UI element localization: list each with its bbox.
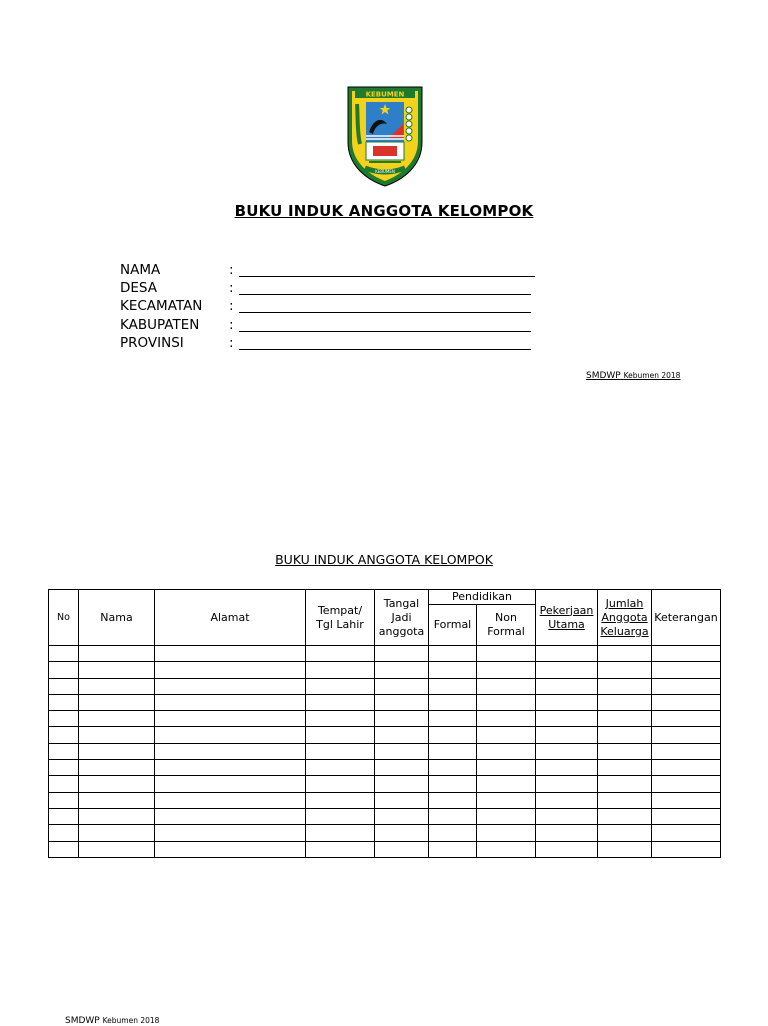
table-cell [652,792,721,808]
table-cell [155,694,306,710]
table-cell [155,743,306,759]
table-cell [477,841,536,857]
table-cell [155,825,306,841]
table-cell [375,841,429,857]
table-cell [79,646,155,662]
form-label-desa: DESA [120,280,157,296]
table-cell [477,776,536,792]
header-pendidikan: Pendidikan [429,590,536,605]
document-title: BUKU INDUK ANGGOTA KELOMPOK [234,202,534,220]
table-cell [536,760,598,776]
table-cell [429,727,477,743]
table-cell [375,776,429,792]
table-cell [49,776,79,792]
table-cell [536,776,598,792]
table-cell [477,646,536,662]
nama-blank-line [239,276,535,277]
table-cell [652,808,721,824]
table-cell [375,662,429,678]
members-table [48,589,721,858]
table-cell [155,711,306,727]
table-cell [79,841,155,857]
table-cell [598,662,652,678]
table-cell [306,776,375,792]
table-cell [306,792,375,808]
header-tanggal-jadi-anggota: Tangal Jadi anggota [375,590,429,646]
table-cell [155,662,306,678]
table-cell [79,760,155,776]
form-label-kabupaten: KABUPATEN [120,317,200,333]
table-cell [652,760,721,776]
table-cell [429,646,477,662]
table-cell [536,825,598,841]
table-cell [652,743,721,759]
footer-place-year: Kebumen 2018 [623,371,681,380]
table-row [49,776,721,792]
table-cell [79,727,155,743]
table-cell [598,646,652,662]
table-cell [49,646,79,662]
table-cell [429,776,477,792]
kebumen-coat-of-arms-logo [345,84,425,188]
table-cell [652,825,721,841]
header-no: No [49,590,79,646]
table-cell [598,711,652,727]
form-label-provinsi: PROVINSI [120,335,184,351]
table-cell [375,727,429,743]
table-cell [598,694,652,710]
table-cell [477,760,536,776]
footer-credit-bottom [65,1016,159,1026]
table-row [49,711,721,727]
table-cell [536,792,598,808]
table-cell [477,743,536,759]
table-cell [155,776,306,792]
table-cell [306,808,375,824]
footer-org: SMDWP [586,371,621,381]
table-cell [306,841,375,857]
table-cell [155,646,306,662]
table-cell [652,662,721,678]
table-cell [429,792,477,808]
table-cell [477,808,536,824]
form-label-kecamatan: KECAMATAN [120,298,203,314]
table-cell [306,678,375,694]
table-cell [79,711,155,727]
table-cell [536,808,598,824]
table-cell [155,841,306,857]
form-separator: : [229,280,234,296]
form-separator: : [229,335,234,351]
table-cell [652,694,721,710]
table-cell [536,662,598,678]
table-cell [375,760,429,776]
table-cell [375,792,429,808]
form-label-nama: NAMA [120,262,161,278]
members-table-body [49,646,721,858]
table-cell [598,776,652,792]
table-row [49,760,721,776]
table-cell [598,825,652,841]
form-separator: : [229,317,234,333]
table-cell [49,760,79,776]
table-cell [652,678,721,694]
provinsi-blank-line [239,349,531,350]
header-keterangan: Keterangan [652,590,721,646]
table-title: BUKU INDUK ANGGOTA KELOMPOK [275,552,493,567]
table-cell [79,678,155,694]
header-tempat-tgl-lahir: Tempat/ Tgl Lahir [306,590,375,646]
table-cell [79,694,155,710]
table-cell [306,825,375,841]
header-alamat: Alamat [155,590,306,646]
table-cell [155,760,306,776]
form-separator: : [229,298,234,314]
table-cell [429,808,477,824]
table-cell [536,727,598,743]
footer-credit-top [586,371,680,381]
table-cell [477,792,536,808]
table-cell [477,727,536,743]
table-cell [155,792,306,808]
table-cell [598,727,652,743]
table-cell [49,792,79,808]
table-cell [598,792,652,808]
table-cell [79,662,155,678]
kabupaten-blank-line [239,331,531,332]
table-cell [536,646,598,662]
table-cell [79,825,155,841]
table-cell [79,808,155,824]
table-cell [598,743,652,759]
svg-text:KEBUMEN: KEBUMEN [365,90,405,99]
table-cell [429,711,477,727]
table-cell [375,743,429,759]
table-row [49,825,721,841]
table-cell [306,760,375,776]
table-row [49,808,721,824]
table-cell [375,711,429,727]
table-cell [429,825,477,841]
table-cell [429,760,477,776]
table-cell [429,678,477,694]
table-cell [652,727,721,743]
header-jumlah-anggota-keluarga: Jumlah Anggota Keluarga [598,590,652,646]
table-cell [477,711,536,727]
table-row [49,646,721,662]
table-row [49,841,721,857]
table-cell [49,694,79,710]
table-cell [536,694,598,710]
table-cell [536,711,598,727]
desa-blank-line [239,294,531,295]
table-cell [652,776,721,792]
table-cell [49,727,79,743]
table-cell [79,792,155,808]
table-cell [652,841,721,857]
table-cell [477,678,536,694]
table-cell [429,743,477,759]
table-cell [49,711,79,727]
table-cell [49,841,79,857]
table-cell [429,841,477,857]
form-separator: : [229,262,234,278]
kecamatan-blank-line [239,312,531,313]
footer-org: SMDWP [65,1016,100,1026]
table-cell [155,727,306,743]
table-cell [155,808,306,824]
header-pekerjaan-utama: Pekerjaan Utama [536,590,598,646]
table-row [49,792,721,808]
header-non-formal: Non Formal [477,605,536,646]
table-cell [306,694,375,710]
table-cell [598,841,652,857]
table-cell [49,808,79,824]
table-row [49,727,721,743]
table-cell [598,678,652,694]
table-cell [375,694,429,710]
table-cell [79,743,155,759]
table-cell [306,662,375,678]
table-cell [79,776,155,792]
table-row [49,743,721,759]
table-cell [306,743,375,759]
table-cell [429,694,477,710]
table-cell [598,760,652,776]
table-cell [306,727,375,743]
table-cell [306,646,375,662]
table-cell [49,662,79,678]
table-cell [477,694,536,710]
table-cell [536,841,598,857]
table-cell [375,678,429,694]
table-cell [536,678,598,694]
table-cell [536,743,598,759]
table-row [49,678,721,694]
table-cell [375,646,429,662]
table-cell [429,662,477,678]
header-nama: Nama [79,590,155,646]
table-cell [306,711,375,727]
table-cell [49,743,79,759]
svg-text:KEBUMEN: KEBUMEN [375,169,395,174]
table-cell [375,825,429,841]
footer-place-year: Kebumen 2018 [102,1016,160,1025]
table-cell [375,808,429,824]
table-cell [652,646,721,662]
table-cell [477,662,536,678]
table-cell [598,808,652,824]
header-formal: Formal [429,605,477,646]
table-cell [155,678,306,694]
table-cell [477,825,536,841]
table-row [49,694,721,710]
table-cell [652,711,721,727]
table-row [49,662,721,678]
table-cell [49,678,79,694]
table-cell [49,825,79,841]
